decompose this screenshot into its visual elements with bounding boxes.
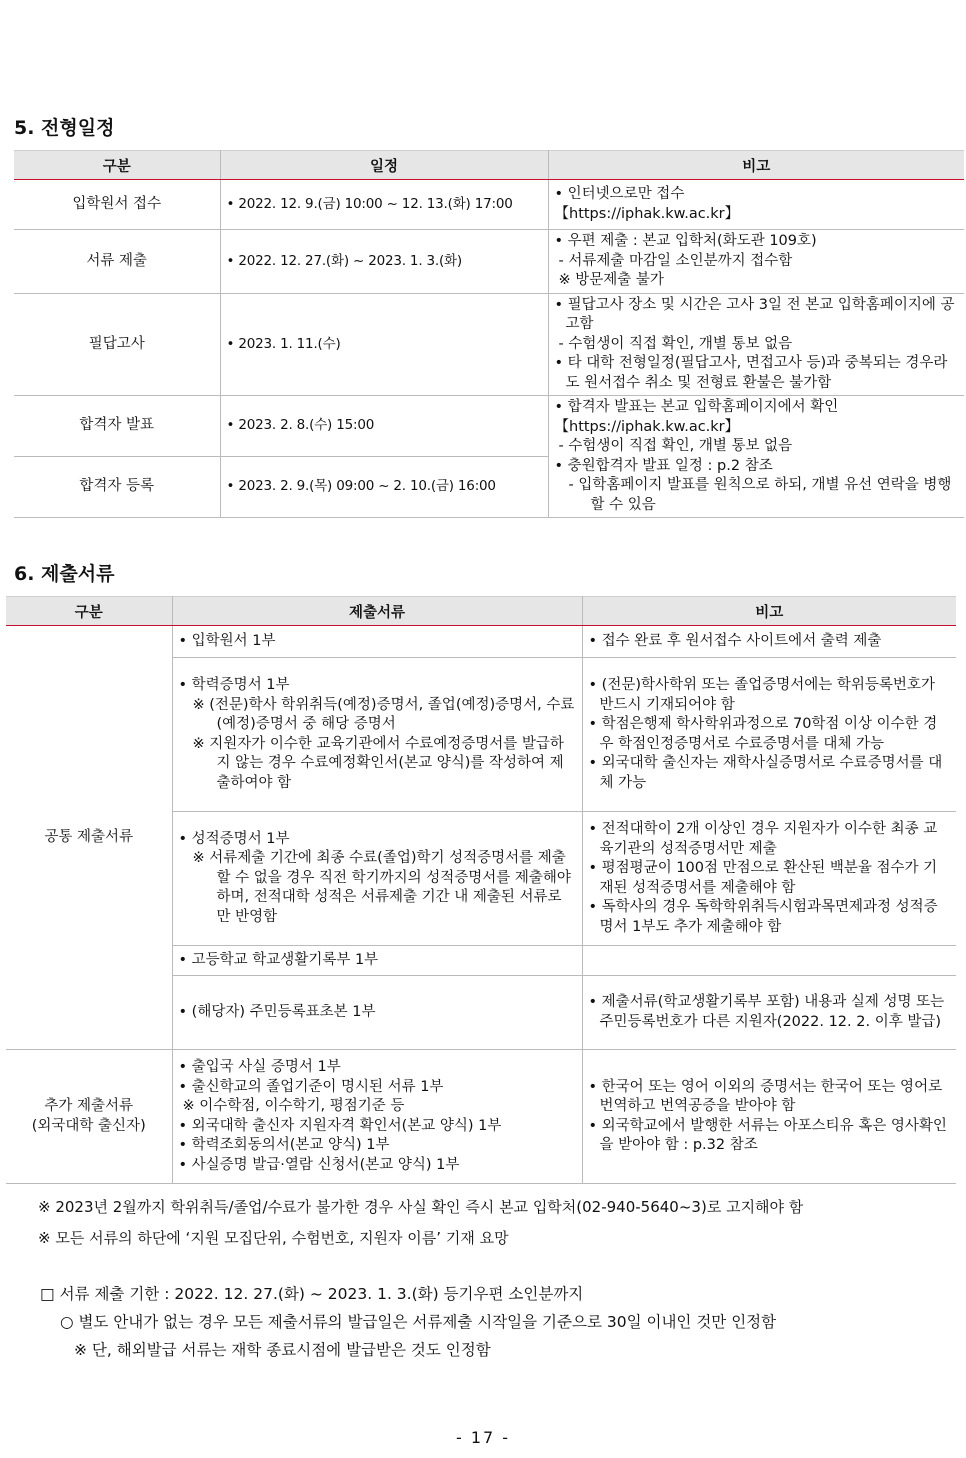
category-cell: 입학원서 접수 (14, 180, 220, 230)
extra-documents-label (6, 1050, 172, 1184)
common-documents-label: 공통 제출서류 (6, 626, 172, 1050)
date-cell: • 2023. 2. 9.(목) 09:00 ~ 2. 10.(금) 16:00 (220, 457, 548, 518)
note-line: • 전적대학이 2개 이상인 경우 지원자가 이수한 최종 교육기관의 성적증명서만 제출 (588, 821, 938, 857)
note-line: • (전문)학사학위 또는 졸업증명서에는 학위등록번호가 반드시 기재되어야 함 (588, 677, 935, 713)
note-line: • 평점평균이 100점 만점으로 환산된 백분율 점수가 기재된 성적증명서를 제출해야 함 (588, 860, 938, 896)
documents-cell (172, 812, 582, 946)
deadline-block (40, 1282, 776, 1360)
schedule-header-row (14, 151, 964, 180)
table-row (6, 626, 956, 658)
doc-line: • 출입국 사실 증명서 1부 (178, 1059, 341, 1075)
doc-line: • (해당자) 주민등록표초본 1부 (178, 1003, 376, 1020)
doc-line: • 고등학교 학교생활기록부 1부 (178, 951, 379, 968)
documents-cell (172, 1050, 582, 1184)
remarks-cell (582, 812, 956, 946)
documents-cell (172, 976, 582, 1050)
documents-cell (172, 946, 582, 976)
remarks-cell (548, 180, 964, 230)
note-line: • 충원합격자 발표 일정 : p.2 참조 (554, 457, 773, 474)
documents-cell (172, 658, 582, 812)
note-subline: - 입학홈페이지 발표를 원칙으로 하되, 개별 유선 연락을 병행할 수 있음 (568, 477, 952, 513)
note-line: • 한국어 또는 영어 이외의 증명서는 한국어 또는 영어로 번역하고 번역공증을 받아야 함 (588, 1078, 943, 1114)
remarks-cell (582, 1050, 956, 1184)
url-text: 【https://iphak.kw.ac.kr】 (554, 205, 740, 222)
note-line: • 제출서류(학교생활기록부 포함) 내용과 실제 성명 또는 주민등록번호가 다른 지원자(2022. 12. 2. 이후 발급) (588, 994, 945, 1030)
remarks-cell (548, 294, 964, 396)
remarks-cell (582, 976, 956, 1050)
note-line: • 접수 완료 후 원서접수 사이트에서 출력 제출 (588, 632, 882, 649)
remarks-cell (582, 626, 956, 658)
note-line: • 외국대학 출신자는 재학사실증명서로 수료증명서를 대체 가능 (588, 755, 943, 791)
doc-subline: ※ (전문)학사 학위취득(예정)증명서, 졸업(예정)증명서, 수료(예정)증명서 중 해당 증명서 (192, 696, 575, 732)
remarks-cell (582, 946, 956, 976)
header-remarks: 비고 (548, 151, 964, 180)
footnotes (38, 1196, 803, 1248)
note-line: • 인터넷으로만 접수 (554, 186, 685, 202)
doc-line: • 사실증명 발급·열람 신청서(본교 양식) 1부 (178, 1156, 460, 1173)
header-category: 구분 (14, 151, 220, 180)
date-cell: • 2022. 12. 9.(금) 10:00 ~ 12. 13.(화) 17:00 (220, 180, 548, 230)
note-subline: - 수험생이 직접 확인, 개별 통보 없음 (558, 335, 793, 352)
note-line: • 외국학교에서 발행한 서류는 아포스티유 혹은 영사확인을 받아야 함 : p.32 참조 (588, 1117, 947, 1153)
note-subline: - 수험생이 직접 확인, 개별 통보 없음 (558, 438, 793, 454)
deadline-sub: ○ 별도 안내가 없는 경우 모든 제출서류의 발급일은 서류제출 시작일을 기준으로 30일 이내인 것만 인정함 (60, 1313, 777, 1331)
category-cell: 합격자 등록 (14, 457, 220, 518)
table-row (14, 230, 964, 294)
section-5-title: 5. 전형일정 (14, 117, 115, 139)
url-text: 【https://iphak.kw.ac.kr】 (554, 418, 740, 435)
deadline-sub-note: ※ 단, 해외발급 서류는 재학 종료시점에 발급받은 것도 인정함 (74, 1341, 491, 1359)
note-subline: ※ 방문제출 불가 (558, 272, 664, 289)
header-remarks: 비고 (582, 597, 956, 626)
header-category: 구분 (6, 597, 172, 626)
doc-line: • 학력조회동의서(본교 양식) 1부 (178, 1137, 390, 1153)
doc-line: • 입학원서 1부 (178, 632, 276, 649)
table-row (14, 180, 964, 230)
extra-label-line: (외국대학 출신자) (31, 1117, 146, 1134)
table-row (6, 1050, 956, 1184)
schedule-table (14, 150, 964, 518)
documents-table (6, 596, 956, 1184)
doc-line: • 출신학교의 졸업기준이 명시된 서류 1부 (178, 1078, 444, 1095)
header-documents: 제출서류 (172, 597, 582, 626)
footnote-line: ※ 2023년 2월까지 학위취득/졸업/수료가 불가한 경우 사실 확인 즉시 본교 입학처(02-940-5640~3)로 고지해야 함 (38, 1198, 804, 1216)
date-cell: • 2023. 1. 11.(수) (220, 294, 548, 396)
doc-line: • 학력증명서 1부 (178, 677, 290, 693)
footnote-line: ※ 모든 서류의 하단에 ‘지원 모집단위, 수험번호, 지원자 이름’ 기재 요망 (38, 1229, 509, 1247)
note-line: • 합격자 발표는 본교 입학홈페이지에서 확인 (554, 399, 839, 415)
table-row (14, 294, 964, 396)
remarks-cell (582, 658, 956, 812)
note-line: • 학점은행제 학사학위과정으로 70학점 이상 이수한 경우 학점인정증명서로 수료증명서를 대체 가능 (588, 716, 938, 752)
documents-header-row (6, 597, 956, 626)
doc-subline: ※ 이수학점, 이수학기, 평점기준 등 (182, 1098, 405, 1114)
date-cell: • 2022. 12. 27.(화) ~ 2023. 1. 3.(화) (220, 230, 548, 294)
category-cell: 서류 제출 (14, 230, 220, 294)
date-cell: • 2023. 2. 8.(수) 15:00 (220, 396, 548, 457)
remarks-cell (548, 396, 964, 518)
table-row (14, 396, 964, 457)
category-cell: 합격자 발표 (14, 396, 220, 457)
doc-line: • 성적증명서 1부 (178, 830, 290, 847)
deadline-main: □ 서류 제출 기한 : 2022. 12. 27.(화) ~ 2023. 1. 3.(화) 등기우편 소인분까지 (40, 1285, 584, 1303)
header-schedule: 일정 (220, 151, 548, 180)
category-cell: 필답고사 (14, 294, 220, 396)
doc-line: • 외국대학 출신자 지원자격 확인서(본교 양식) 1부 (178, 1117, 502, 1134)
note-line: • 우편 제출 : 본교 입학처(화도관 109호) (554, 233, 817, 250)
note-line: • 독학사의 경우 독학학위취득시험과목면제과정 성적증명서 1부도 추가 제출해야 함 (588, 899, 938, 935)
page-number: - 17 - (455, 1428, 511, 1447)
extra-label-line: 추가 제출서류 (44, 1098, 134, 1114)
note-line: • 타 대학 전형일정(필답고사, 면접고사 등)과 중복되는 경우라도 원서접수 취소 및 전형료 환불은 불가함 (554, 355, 948, 391)
doc-subline: ※ 지원자가 이수한 교육기관에서 수료예정증명서를 발급하지 않는 경우 수료예정확인서(본교 양식)를 작성하여 제출하여야 함 (192, 735, 564, 791)
documents-cell (172, 626, 582, 658)
section-6-title: 6. 제출서류 (14, 563, 115, 585)
remarks-cell (548, 230, 964, 294)
note-line: • 필답고사 장소 및 시간은 고사 3일 전 본교 입학홈페이지에 공고함 (554, 296, 955, 333)
note-subline: - 서류제출 마감일 소인분까지 접수함 (558, 252, 793, 269)
doc-subline: ※ 서류제출 기간에 최종 수료(졸업)학기 성적증명서를 제출할 수 없을 경우 직전 학기까지의 성적증명서를 제출해야 하며, 전적대학 성적은 서류제출 기간 내 제출된 서류로만 반영함 (192, 850, 571, 925)
